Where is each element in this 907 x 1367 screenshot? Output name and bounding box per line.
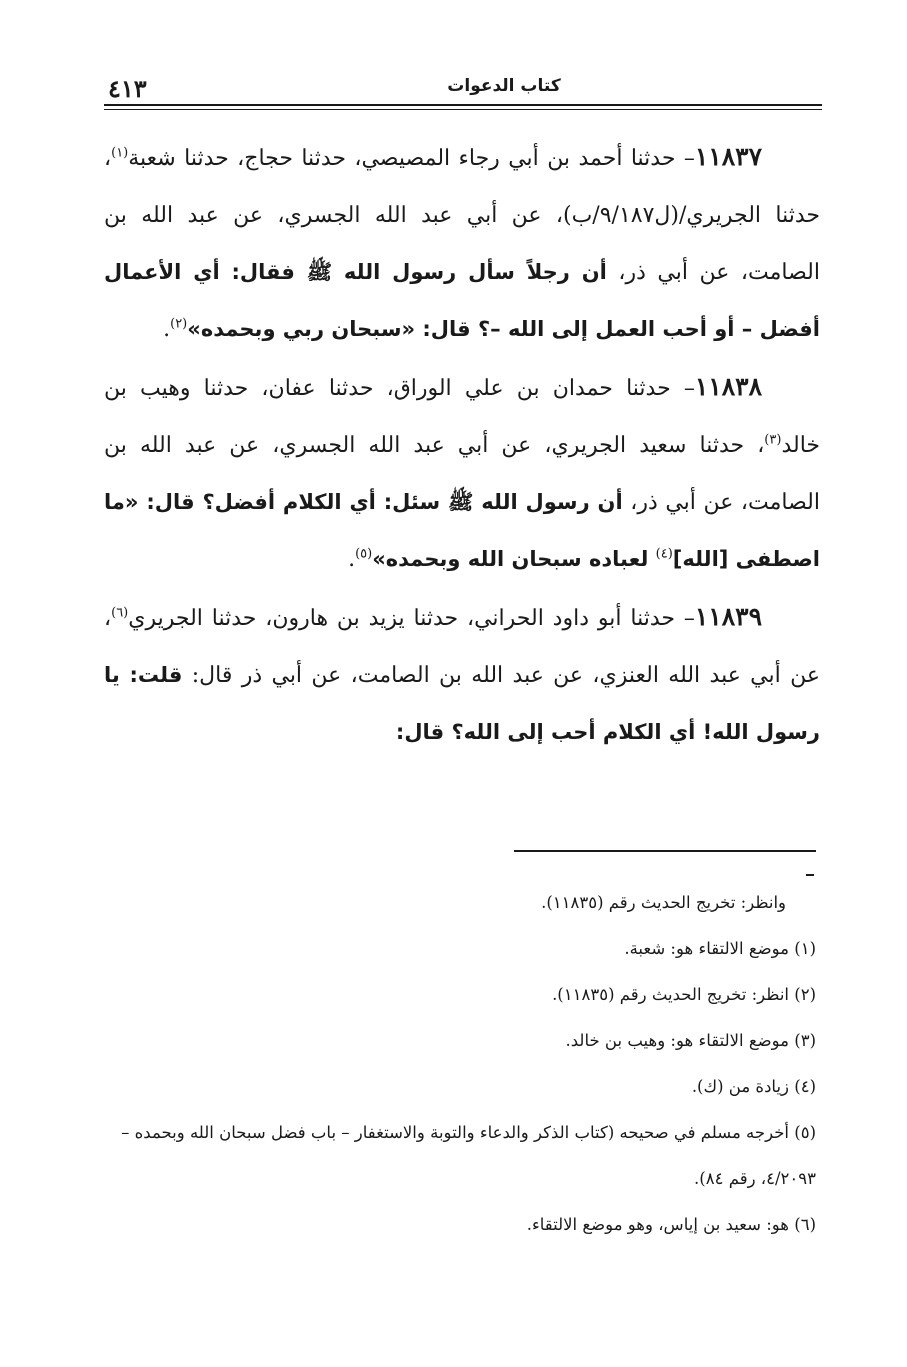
header-rule <box>104 104 822 106</box>
hadith-text: ، حدثنا سعيد الجريري، عن أبي عبد الله الجسري، عن عبد الله بن الصامت، عن أبي ذر، <box>104 433 821 515</box>
footnote-separator <box>514 850 816 852</box>
hadith-11838 <box>104 358 820 588</box>
hadith-text: – حدثنا أبو داود الحراني، حدثنا يزيد بن هارون، حدثنا الجريري <box>128 606 695 631</box>
page-header <box>104 72 822 104</box>
hadith-matn: قلت: يا رسول الله! أي الكلام أحب إلى الله؟ قال: <box>104 663 820 744</box>
footnote-text: زيادة من (ك). <box>691 1077 789 1096</box>
footnote-number: (٢) <box>794 985 816 1004</box>
hadith-text: ، حدثنا الجريري/(ل٩/١٨٧/ب)، عن أبي عبد الله الجسري، عن عبد الله بن الصامت، عن أبي ذر، <box>104 146 820 285</box>
hadith-number: ١١٨٣٧ <box>694 142 762 171</box>
footnote-number: (٣) <box>794 1031 816 1050</box>
footnote-text: هو: سعيد بن إياس، وهو موضع الالتقاء. <box>526 1215 789 1234</box>
main-text <box>104 128 820 761</box>
footnote-1 <box>104 926 816 972</box>
hadith-text: ، عن أبي عبد الله العنزي، عن عبد الله بن الصامت، عن أبي ذر قال: <box>104 606 820 688</box>
running-title: كتاب الدعوات <box>447 76 561 96</box>
footnote-number: (٤) <box>794 1077 816 1096</box>
footnote-ref[interactable]: (١) <box>111 145 129 161</box>
footnote-number: (٥) <box>794 1123 816 1142</box>
hadith-matn: لعباده سبحان الله وبحمده» <box>372 547 656 571</box>
footnote-number: (١) <box>794 939 816 958</box>
footnote-ref[interactable]: (٥) <box>355 546 373 562</box>
footnote-2 <box>104 972 816 1018</box>
hadith-number: ١١٨٣٩ <box>694 602 762 631</box>
hadith-matn: أن رجلاً سأل رسول الله ﷺ فقال: أي الأعمال أفضل – أو أحب العمل إلى الله –؟ قال: «سبحان ربي وبحمده» <box>104 260 820 341</box>
footnotes <box>104 880 816 1248</box>
footnote-text: موضع الالتقاء هو: شعبة. <box>624 939 789 958</box>
hadith-text: – حدثنا حمدان بن علي الوراق، حدثنا عفان، حدثنا وهيب بن خالد <box>104 376 820 458</box>
footnote-6 <box>104 1202 816 1248</box>
hadith-number: ١١٨٣٨ <box>694 372 762 401</box>
footnote-4 <box>104 1064 816 1110</box>
hadith-end: . <box>348 547 356 572</box>
footnote-text: انظر: تخريج الحديث رقم (١١٨٣٥). <box>552 985 789 1004</box>
footnote-continuation-mark <box>806 874 814 876</box>
hadith-matn: أن رسول الله ﷺ سئل: أي الكلام أفضل؟ قال: «ما اصطفى [الله] <box>104 490 820 571</box>
footnote-text: موضع الالتقاء هو: وهيب بن خالد. <box>565 1031 789 1050</box>
footnote-ref[interactable]: (٤) <box>655 546 673 562</box>
footnote-text: أخرجه مسلم في صحيحه (كتاب الذكر والدعاء والتوبة والاستغفار – باب فضل سبحان الله وبحمده – ٤/٢٠٩٣، رقم ٨٤). <box>121 1123 816 1188</box>
hadith-text: – حدثنا أحمد بن أبي رجاء المصيصي، حدثنا حجاج، حدثنا شعبة <box>128 146 695 171</box>
footnote-ref[interactable]: (٣) <box>764 432 782 448</box>
page-number: ٤١٣ <box>108 74 147 103</box>
footnote-ref[interactable]: (٢) <box>170 316 188 332</box>
footnote-ref[interactable]: (٦) <box>111 605 129 621</box>
footnote-3 <box>104 1018 816 1064</box>
header-rule-thin <box>104 109 822 110</box>
footnote-number: (٦) <box>794 1215 816 1234</box>
footnote-continuation: وانظر: تخريج الحديث رقم (١١٨٣٥). <box>541 893 786 912</box>
hadith-end: . <box>163 317 171 342</box>
hadith-11837 <box>104 128 820 358</box>
footnote-5 <box>104 1110 816 1202</box>
hadith-11839 <box>104 588 820 761</box>
